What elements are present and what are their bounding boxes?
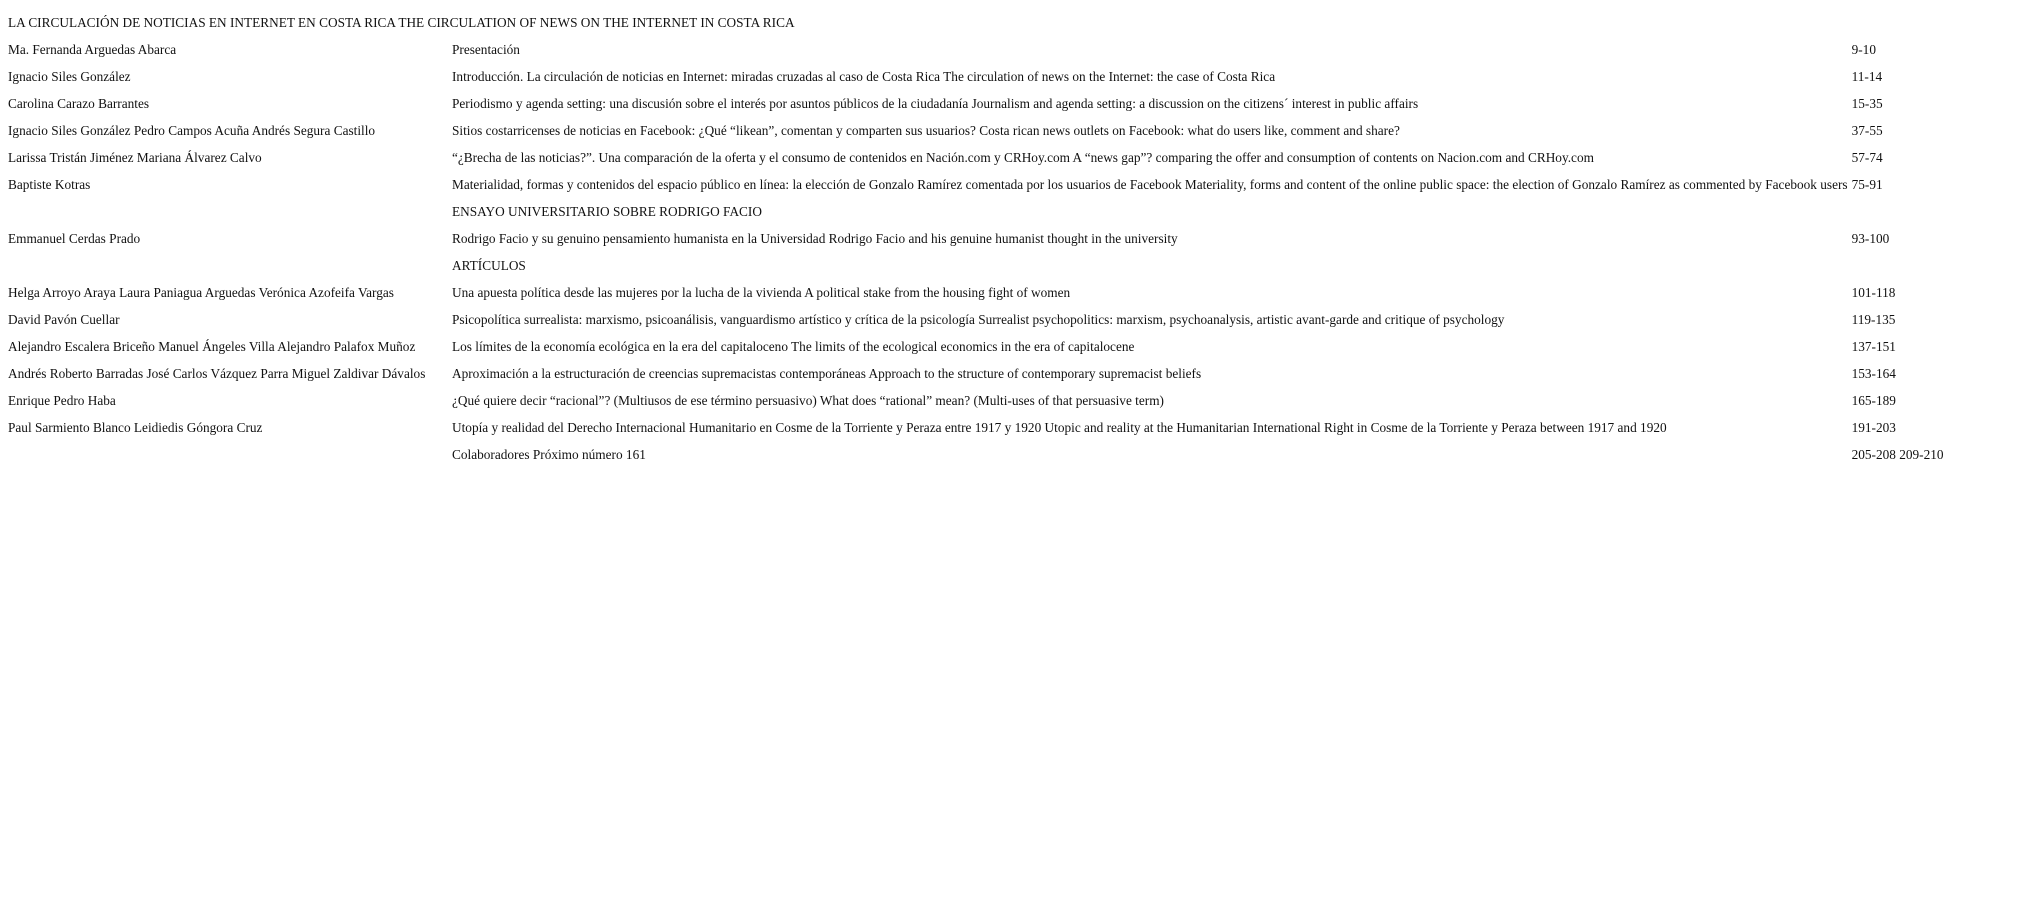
title-cell: Psicopolítica surrealista: marxismo, psicoanálisis, vanguardismo artístico y crítica de la psicología Surrealist psychopolitics: marxism, psychoanalysis, artistic avant-garde and critique of psychology (452, 311, 1505, 327)
table-row (7, 253, 1951, 278)
pages-cell: 119-135 (1851, 311, 1896, 327)
table-row (7, 199, 1951, 224)
author-cell (7, 199, 449, 224)
pages-cell (1851, 253, 1951, 278)
table-row (7, 118, 1951, 143)
pages-cell: 191-203 (1851, 419, 1896, 435)
pages-cell: 57-74 (1851, 149, 1883, 165)
table-row (7, 280, 1951, 305)
author-cell: Alejandro Escalera Briceño Manuel Ángeles Villa Alejandro Palafox Muñoz (8, 338, 416, 354)
table-row (7, 64, 1951, 89)
title-cell: Aproximación a la estructuración de creencias supremacistas contemporáneas Approach to the structure of contemporary supremacist beliefs (452, 365, 1202, 381)
pages-cell: 165-189 (1851, 392, 1896, 408)
pages-cell: 101-118 (1851, 284, 1896, 300)
author-cell: Ignacio Siles González Pedro Campos Acuña Andrés Segura Castillo (8, 122, 376, 138)
title-cell: Periodismo y agenda setting: una discusión sobre el interés por asuntos públicos de la ciudadanía Journalism and agenda setting: a discussion on the citizens´ interest in public affairs (452, 95, 1419, 111)
title-cell: Una apuesta política desde las mujeres por la lucha de la vivienda A political stake from the housing fight of women (452, 284, 1071, 300)
title-cell: Utopía y realidad del Derecho Internacional Humanitario en Cosme de la Torriente y Peraza entre 1917 y 1920 Utopic and reality at the Humanitarian International Right in Cosme de la Torriente y Peraza between 1917 and 1920 (452, 419, 1667, 435)
section-title: LA CIRCULACIÓN DE NOTICIAS EN INTERNET EN COSTA RICA THE CIRCULATION OF NEWS ON THE INTERNET IN COSTA RICA (8, 14, 795, 30)
title-cell: Presentación (452, 41, 520, 57)
title-cell: Introducción. La circulación de noticias en Internet: miradas cruzadas al caso de Costa Rica The circulation of news on the Internet: the case of Costa Rica (452, 68, 1276, 84)
author-cell: Ignacio Siles González (8, 68, 131, 84)
pages-cell: 37-55 (1851, 122, 1883, 138)
toc-body (7, 10, 1951, 467)
title-cell: Sitios costarricenses de noticias en Facebook: ¿Qué “likean”, comentan y comparten sus usuarios? Costa rican news outlets on Facebook: what do users like, comment and share? (452, 122, 1400, 138)
author-cell: Emmanuel Cerdas Prado (8, 230, 141, 246)
title-cell: “¿Brecha de las noticias?”. Una comparación de la oferta y el consumo de contenidos en Nación.com y CRHoy.com A “news gap”? comparing the offer and consumption of contents on Nacion.com and CRHoy.com (452, 149, 1594, 165)
title-cell: Colaboradores Próximo número 161 (452, 446, 646, 462)
table-row (7, 388, 1951, 413)
pages-cell: 205-208 209-210 (1851, 446, 1944, 462)
section-heading-cell: ENSAYO UNIVERSITARIO SOBRE RODRIGO FACIO (452, 203, 762, 219)
table-row (7, 37, 1951, 62)
author-cell: Enrique Pedro Haba (8, 392, 116, 408)
table-row (7, 145, 1951, 170)
table-row (7, 91, 1951, 116)
pages-cell (1851, 199, 1951, 224)
pages-cell: 15-35 (1851, 95, 1883, 111)
author-cell (7, 253, 449, 278)
table-row (7, 307, 1951, 332)
author-cell: Baptiste Kotras (8, 176, 91, 192)
title-cell: Materialidad, formas y contenidos del espacio público en línea: la elección de Gonzalo Ramírez comentada por los usuarios de Facebook Materiality, forms and content of the online public space: the election of Gonzalo Ramírez as commented by Facebook users (452, 176, 1848, 192)
author-cell (7, 442, 449, 467)
author-cell: Helga Arroyo Araya Laura Paniagua Arguedas Verónica Azofeifa Vargas (8, 284, 394, 300)
author-cell: Andrés Roberto Barradas José Carlos Vázquez Parra Miguel Zaldivar Dávalos (8, 365, 426, 381)
pages-cell: 11-14 (1851, 68, 1883, 84)
pages-cell: 93-100 (1851, 230, 1890, 246)
author-cell: Paul Sarmiento Blanco Leidiedis Góngora Cruz (8, 419, 263, 435)
section-heading-cell: ARTÍCULOS (452, 257, 526, 273)
table-of-contents (5, 8, 1953, 469)
pages-cell: 9-10 (1851, 41, 1876, 57)
pages-cell: 75-91 (1851, 176, 1883, 192)
table-row (7, 361, 1951, 386)
title-cell: Rodrigo Facio y su genuino pensamiento humanista en la Universidad Rodrigo Facio and his genuine humanist thought in the university (452, 230, 1178, 246)
pages-cell: 153-164 (1851, 365, 1896, 381)
pages-cell: 137-151 (1851, 338, 1896, 354)
table-row (7, 172, 1951, 197)
title-cell: Los límites de la economía ecológica en la era del capitaloceno The limits of the ecological economics in the era of capitalocene (452, 338, 1135, 354)
author-cell: Carolina Carazo Barrantes (8, 95, 150, 111)
author-cell: Larissa Tristán Jiménez Mariana Álvarez Calvo (8, 149, 262, 165)
section-title-row (7, 10, 1951, 35)
author-cell: David Pavón Cuellar (8, 311, 120, 327)
table-row (7, 415, 1951, 440)
title-cell: ¿Qué quiere decir “racional”? (Multiusos de ese término persuasivo) What does “rational” mean? (Multi-uses of that persuasive term) (452, 392, 1164, 408)
table-row (7, 442, 1951, 467)
table-row (7, 226, 1951, 251)
table-row (7, 334, 1951, 359)
author-cell: Ma. Fernanda Arguedas Abarca (8, 41, 177, 57)
